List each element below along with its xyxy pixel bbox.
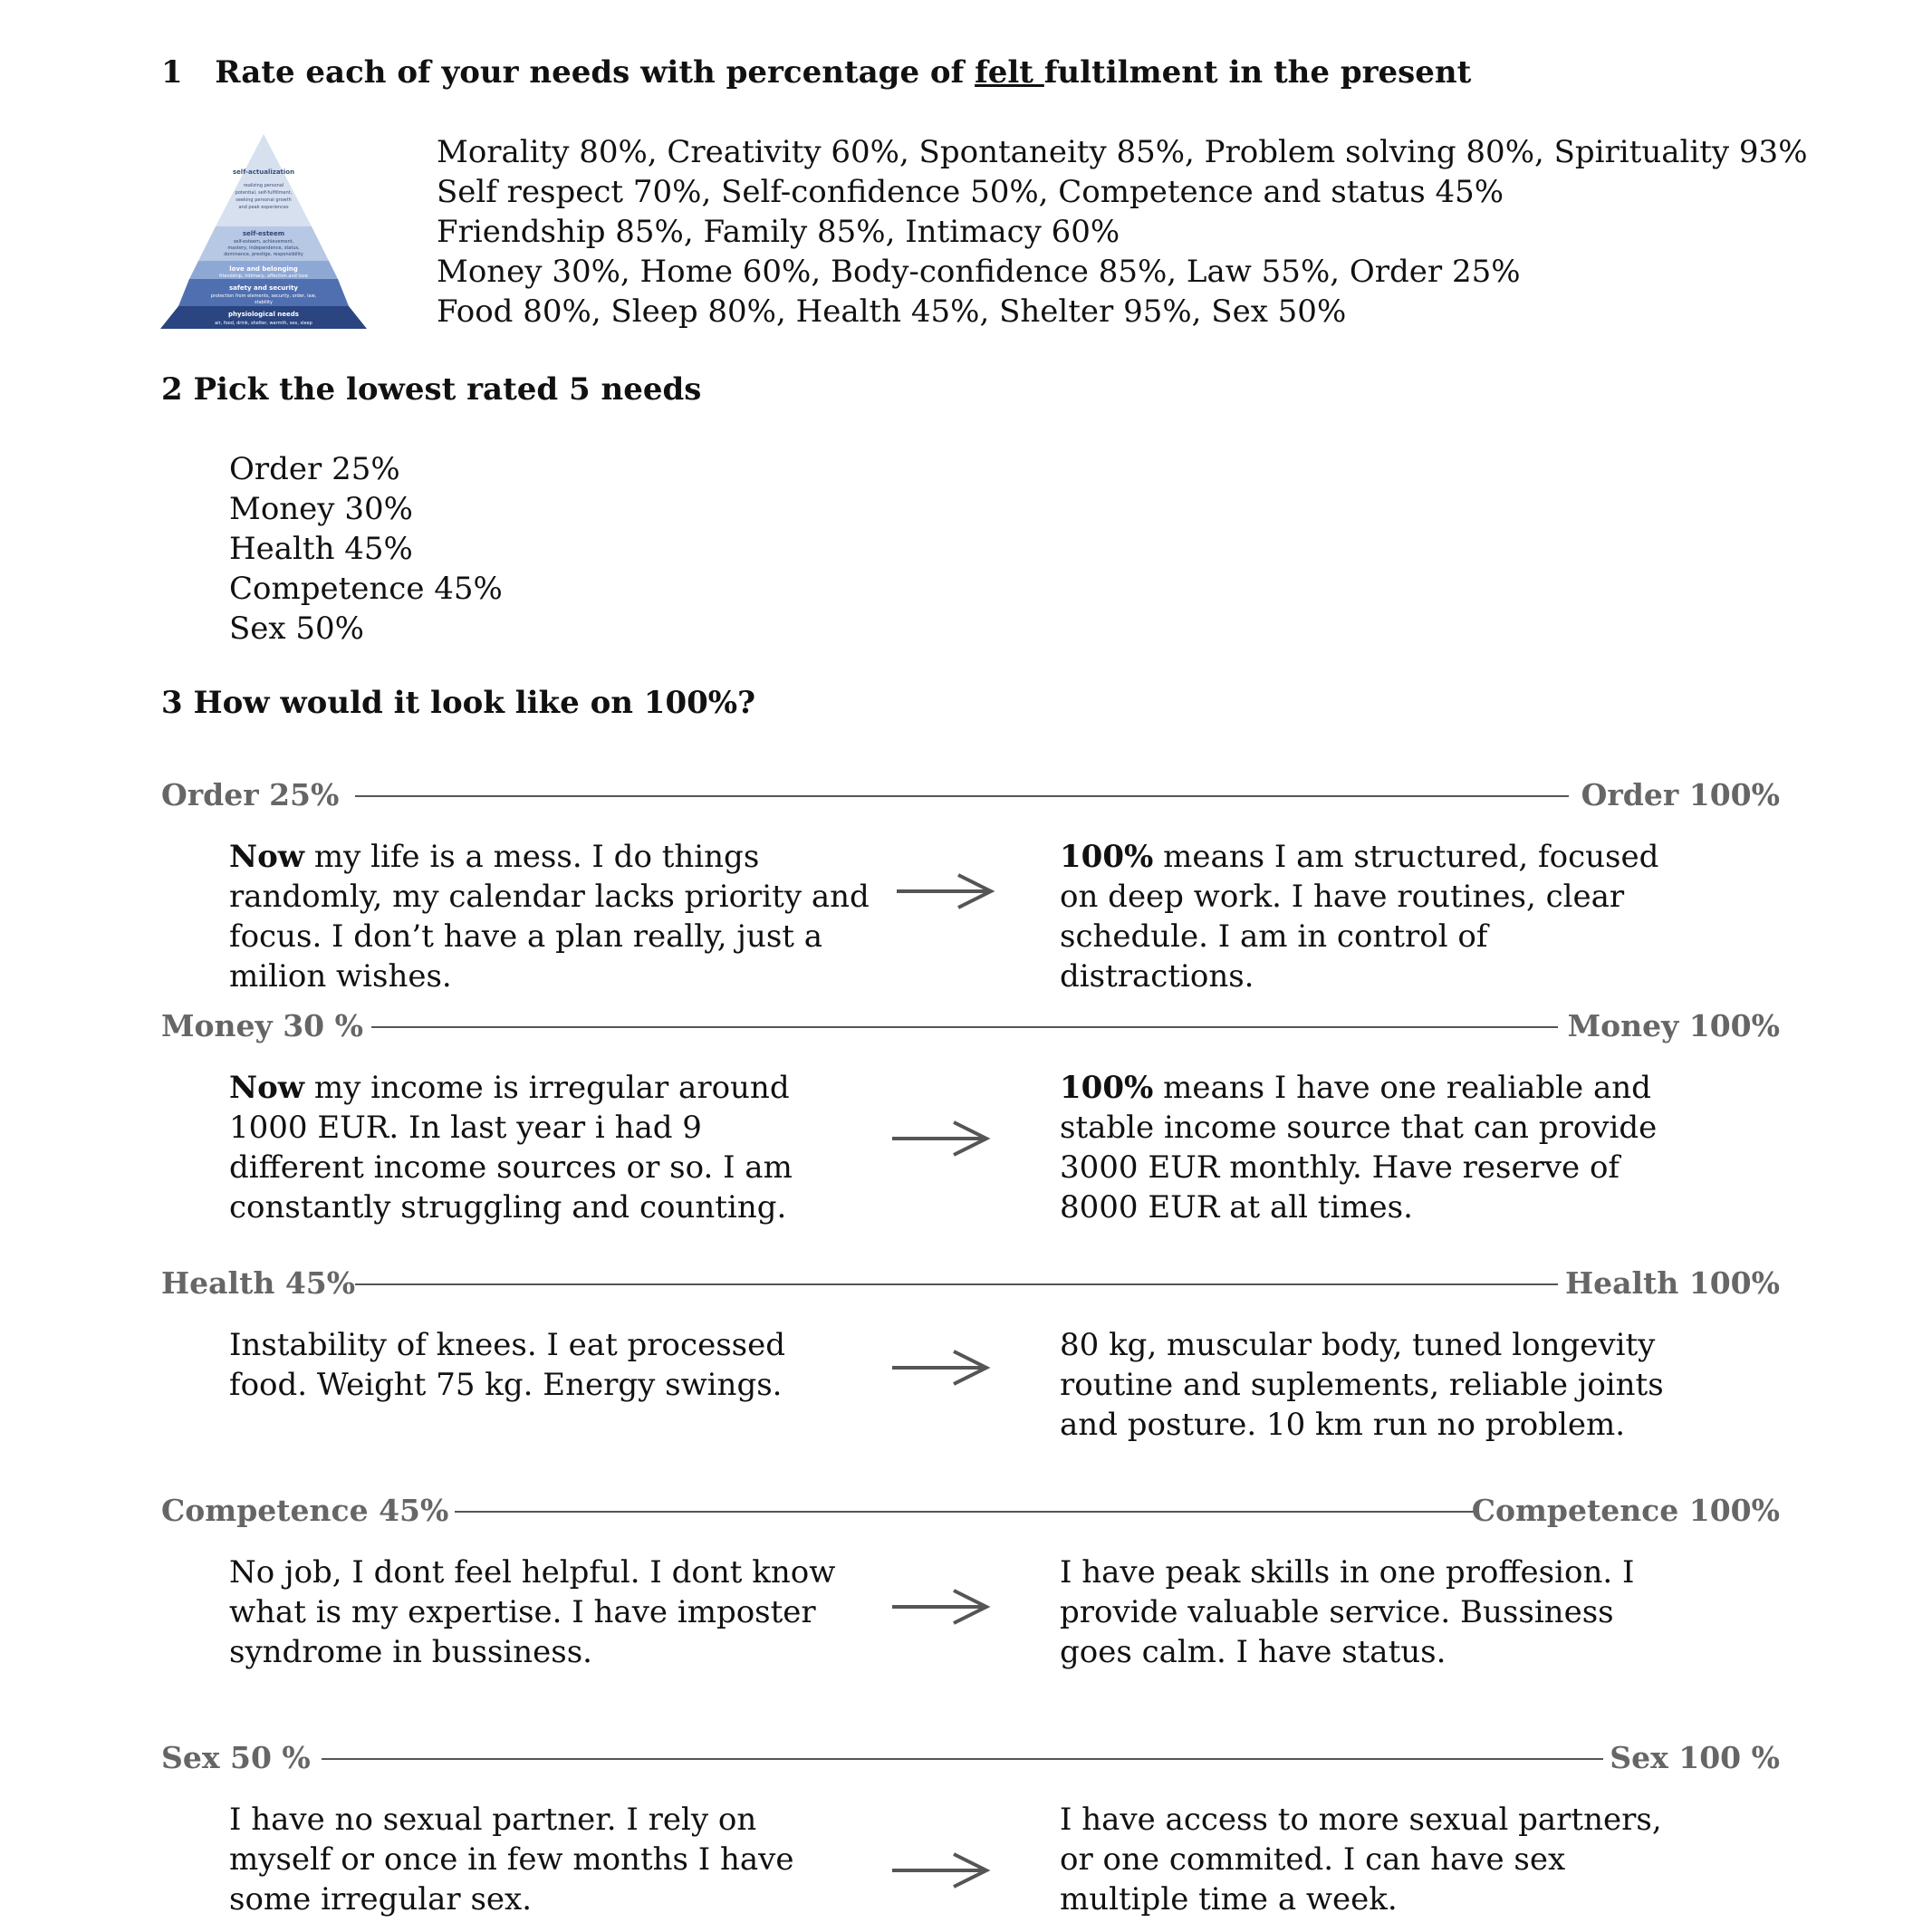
future-keyword: 100% [1060,839,1154,875]
section-competence-now-text [229,1552,868,1672]
question-2-heading: 2 Pick the lowest rated 5 needs [161,371,702,408]
pyramid-tier-2-line-3: dominance, prestige, responsibility [224,252,303,257]
section-sex-future-text [1060,1800,1694,1919]
lowest-need-item: Money 30% [229,491,413,527]
pyramid-tier-2-line-1: self-esteem, achievement, [233,239,294,245]
needs-line-esteem: Self respect 70%, Self-confidence 50%, Competence and status 45% [437,174,1504,210]
question-1-heading [161,54,1471,91]
section-order-divider [355,795,1569,797]
now-keyword: Now [229,1070,305,1106]
maslow-pyramid-image [160,134,367,329]
section-money-divider [371,1026,1558,1028]
pyramid-tier-1-title: self-actualization [232,168,295,176]
pyramid-tier-3-line-1: friendship, intimacy, affection and love [219,274,308,279]
section-health-future-text [1060,1325,1685,1445]
section-sex-now-text [229,1800,863,1919]
section-money-current-label: Money 30 % [161,1008,363,1043]
pyramid-tier-2-title: self-esteem [242,230,285,237]
lowest-need-item: Health 45% [229,531,413,567]
section-health-current-label: Health 45% [161,1265,356,1301]
lowest-need-item: Sex 50% [229,610,364,647]
section-money-now-text [229,1068,845,1227]
needs-line-belonging: Friendship 85%, Family 85%, Intimacy 60% [437,214,1120,250]
arrow-right-icon [890,1850,992,1890]
pyramid-tier-4-line-2: stability [255,300,273,305]
question-1-number: 1 [161,54,183,91]
arrow-right-icon [890,1119,992,1158]
section-competence-current-label: Competence 45% [161,1493,449,1528]
pyramid-tier-5-title: physiological needs [228,311,299,318]
pyramid-tier-1-line-1: realizing personal [243,183,284,188]
section-sex-target-label: Sex 100 % [1610,1740,1780,1775]
question-1-text-before: Rate each of your needs with percentage of [215,54,976,91]
future-description: 80 kg, muscular body, tuned longevity routine and suplements, reliable joints and posture. 10 km run no problem. [1060,1327,1664,1443]
future-keyword: 100% [1060,1070,1154,1106]
section-sex-current-label: Sex 50 % [161,1740,311,1775]
section-competence-divider [455,1511,1474,1513]
pyramid-tier-3-title: love and belonging [229,265,298,273]
section-order-future-text [1060,837,1685,996]
now-keyword: Now [229,839,305,875]
section-order-now-text [229,837,881,996]
future-description: means I am structured, focused on deep work. I have routines, clear schedule. I am in control of distractions. [1060,839,1659,995]
section-order-target-label: Order 100% [1581,777,1780,812]
needs-line-safety: Money 30%, Home 60%, Body-confidence 85%, Law 55%, Order 25% [437,254,1521,290]
pyramid-tier-self-actualization [216,134,312,226]
needs-ratings-list [437,132,1808,332]
arrow-right-icon [890,1587,992,1627]
question-3-heading: 3 How would it look like on 100%? [161,685,756,721]
question-1-underlined-word: felt [975,54,1044,91]
arrow-right-icon [895,871,996,911]
now-description: my life is a mess. I do things randomly, my calendar lacks priority and focus. I don’t have a plan really, just a milion wishes. [229,839,870,995]
pyramid-tier-2-line-2: mastery, independence, status, [227,245,300,251]
question-1-text-after: fultilment in the present [1043,54,1472,91]
needs-line-growth: Morality 80%, Creativity 60%, Spontaneity 85%, Problem solving 80%, Spirituality 93% [437,134,1808,170]
pyramid-tier-4-title: safety and security [229,284,298,292]
pyramid-tier-1-line-3: seeking personal growth [235,197,292,203]
now-description: I have no sexual partner. I rely on myself or once in few months I have some irregular sex. [229,1802,794,1918]
needs-line-physiological: Food 80%, Sleep 80%, Health 45%, Shelter 95%, Sex 50% [437,293,1347,330]
section-health-now-text [229,1325,845,1405]
now-description: No job, I dont feel helpful. I dont know what is my expertise. I have imposter syndrome in bussiness. [229,1554,836,1670]
pyramid-tier-1-line-2: potential, self-fulfillment, [235,190,293,196]
arrow-right-icon [890,1348,992,1388]
lowest-needs-list [229,449,503,649]
future-description: I have access to more sexual partners, or one commited. I can have sex multiple time a week. [1060,1802,1662,1918]
now-description: my income is irregular around 1000 EUR. In last year i had 9 different income sources or so. I am constantly struggling and counting. [229,1070,793,1226]
pyramid-tier-5-line-1: air, food, drink, shelter, warmth, sex, sleep [215,321,312,326]
future-description: means I have one realiable and stable income source that can provide 3000 EUR monthly. Have reserve of 8000 EUR at all times. [1060,1070,1658,1226]
lowest-need-item: Competence 45% [229,571,503,607]
section-money-target-label: Money 100% [1567,1008,1780,1043]
section-money-future-text [1060,1068,1694,1227]
section-health-divider [355,1283,1558,1285]
section-competence-target-label: Competence 100% [1471,1493,1780,1528]
section-sex-divider [322,1758,1603,1760]
now-description: Instability of knees. I eat processed food. Weight 75 kg. Energy swings. [229,1327,785,1403]
lowest-need-item: Order 25% [229,451,400,487]
future-description: I have peak skills in one proffesion. I provide valuable service. Bussiness goes calm. I have status. [1060,1554,1635,1670]
section-competence-future-text [1060,1552,1685,1672]
section-order-current-label: Order 25% [161,777,340,812]
pyramid-tier-1-line-4: and peak experiences [238,205,289,210]
pyramid-tier-4-line-1: protection from elements, security, order, law, [210,293,317,299]
section-health-target-label: Health 100% [1564,1265,1780,1301]
